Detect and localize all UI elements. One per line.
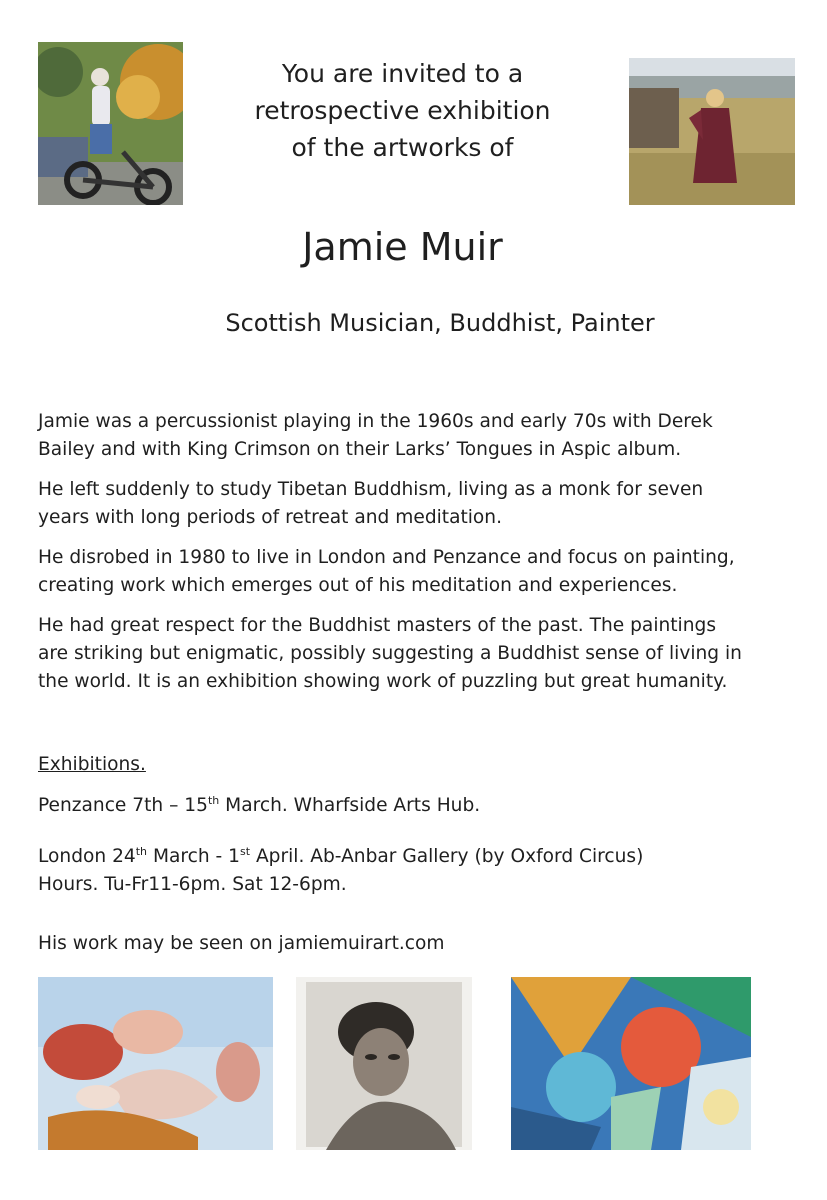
artist-tagline: Scottish Musician, Buddhist, Painter (225, 309, 655, 337)
website-line: His work may be seen on jamiemuirart.com (38, 933, 445, 954)
exhibitions-heading-punct: . (139, 754, 146, 775)
london-date-mid: March - 1 (147, 846, 240, 867)
bio-line: years with long periods of retreat and meditation. (38, 507, 502, 528)
photo-woman-in-field (629, 58, 795, 205)
exhibitions-heading-text: Exhibitions (38, 754, 140, 775)
exhibition-london (38, 843, 798, 899)
artwork-colourful-abstract (511, 977, 751, 1150)
bio-paragraph (38, 408, 798, 464)
invitation-line-3: of the artworks of (291, 133, 514, 162)
bio-paragraph (38, 476, 798, 532)
london-date-start: London 24 (38, 846, 136, 867)
invitation-text (215, 55, 590, 166)
artwork-charcoal-portrait (296, 977, 472, 1150)
exhibitions-heading (38, 751, 146, 779)
biography (38, 408, 798, 708)
penzance-venue: March. Wharfside Arts Hub. (219, 795, 481, 816)
bio-line: the world. It is an exhibition showing work of puzzling but great humanity. (38, 671, 728, 692)
penzance-dates-start: Penzance 7th – 15 (38, 795, 208, 816)
invitation-line-1: You are invited to a (281, 59, 524, 88)
bio-line: He left suddenly to study Tibetan Buddhism, living as a monk for seven (38, 479, 704, 500)
bio-line: He had great respect for the Buddhist masters of the past. The paintings (38, 615, 716, 636)
artist-name: Jamie Muir (302, 225, 503, 269)
bio-line: Jamie was a percussionist playing in the 1960s and early 70s with Derek (38, 411, 713, 432)
bio-line: Bailey and with King Crimson on their Larks’ Tongues in Aspic album. (38, 439, 682, 460)
artwork-surreal-figure (38, 977, 273, 1150)
invitation-line-2: retrospective exhibition (254, 96, 551, 125)
bio-paragraph (38, 612, 798, 696)
london-ordinal-2: st (239, 845, 251, 858)
london-hours: Hours. Tu-Fr11-6pm. Sat 12-6pm. (38, 874, 347, 895)
london-venue: April. Ab-Anbar Gallery (by Oxford Circus) (250, 846, 644, 867)
bio-line: are striking but enigmatic, possibly suggesting a Buddhist sense of living in (38, 643, 742, 664)
exhibition-penzance (38, 792, 480, 820)
london-dates-venue (38, 843, 798, 871)
photo-man-on-bicycle (38, 42, 183, 205)
penzance-ordinal: th (207, 794, 220, 807)
london-ordinal-1: th (135, 845, 148, 858)
bio-line: He disrobed in 1980 to live in London and Penzance and focus on painting, (38, 547, 735, 568)
bio-line: creating work which emerges out of his meditation and experiences. (38, 575, 678, 596)
bio-paragraph (38, 544, 798, 600)
